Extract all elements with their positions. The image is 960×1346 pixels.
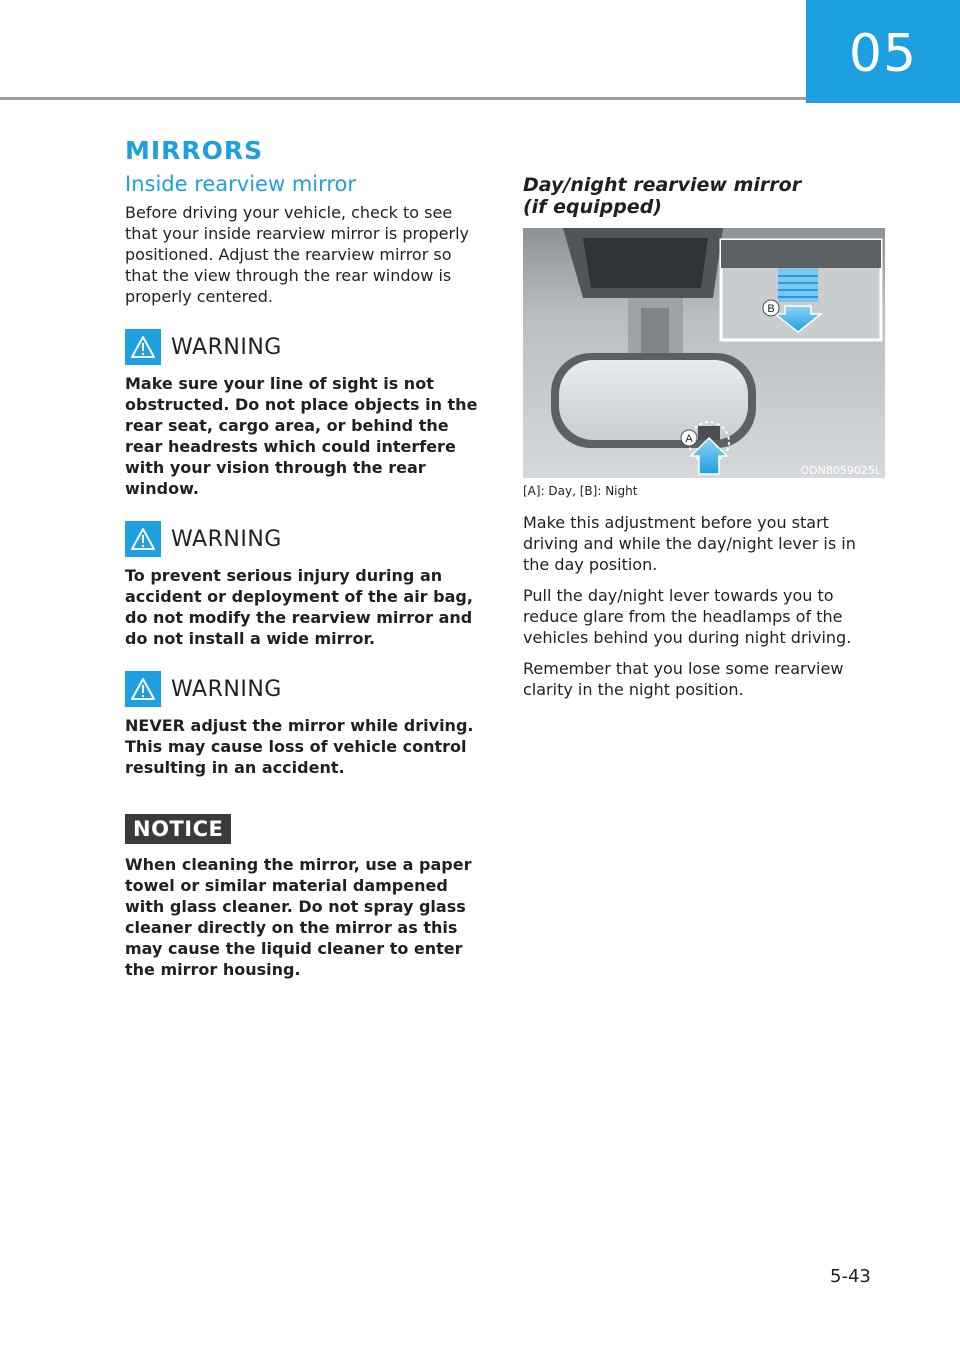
figure-caption: [A]: Day, [B]: Night [523,484,638,498]
mirror-diagram [523,228,885,478]
warning-label: WARNING [171,676,282,702]
label-b: B [767,303,775,315]
subsection-title: Inside rearview mirror [125,172,357,196]
warning-block [125,521,483,649]
paragraph: Remember that you lose some rearview clarity in the night position. [523,659,844,699]
intro-paragraph: Before driving your vehicle, check to see that your inside rearview mirror is properly positioned. Adjust the rearview mirror so that the view through the rear window is properly centered. [125,203,470,306]
subsection-title-day-night: Day/night rearview mirror (if equipped) [523,174,802,218]
warning-label: WARNING [171,526,282,552]
page-number: 5-43 [830,1266,871,1287]
warning-block [125,329,483,499]
label-a: A [685,433,693,445]
left-column [125,172,483,980]
right-column [523,172,885,710]
warning-text: Make sure your line of sight is not obstructed. Do not place objects in the rear seat, cargo area, or behind the rear headrests which could interfere with your vision through the rear window. [125,374,478,498]
warning-icon [125,521,161,557]
warning-label: WARNING [171,334,282,360]
paragraph: Pull the day/night lever towards you to reduce glare from the headlamps of the vehicles behind you during night driving. [523,586,852,647]
paragraph: Make this adjustment before you start driving and while the day/night lever is in the day position. [523,513,856,574]
warning-text: NEVER adjust the mirror while driving. This may cause loss of vehicle control resulting in an accident. [125,716,474,777]
warning-icon [125,671,161,707]
notice-text: When cleaning the mirror, use a paper towel or similar material dampened with glass cleaner. Do not spray glass cleaner directly on the mirror as this may cause the liquid cleaner to enter the mirror housing. [125,855,472,979]
warning-block [125,671,483,778]
chapter-tab: 05 [806,0,960,103]
section-title: MIRRORS [125,136,264,165]
warning-icon [125,329,161,365]
figure-code: ODN8059025L [800,464,881,477]
header-rule [0,97,806,100]
notice-label: NOTICE [125,814,231,844]
rearview-mirror-illustration [523,228,885,478]
warning-text: To prevent serious injury during an accident or deployment of the air bag, do not modify the rearview mirror and do not install a wide mirror. [125,566,473,648]
